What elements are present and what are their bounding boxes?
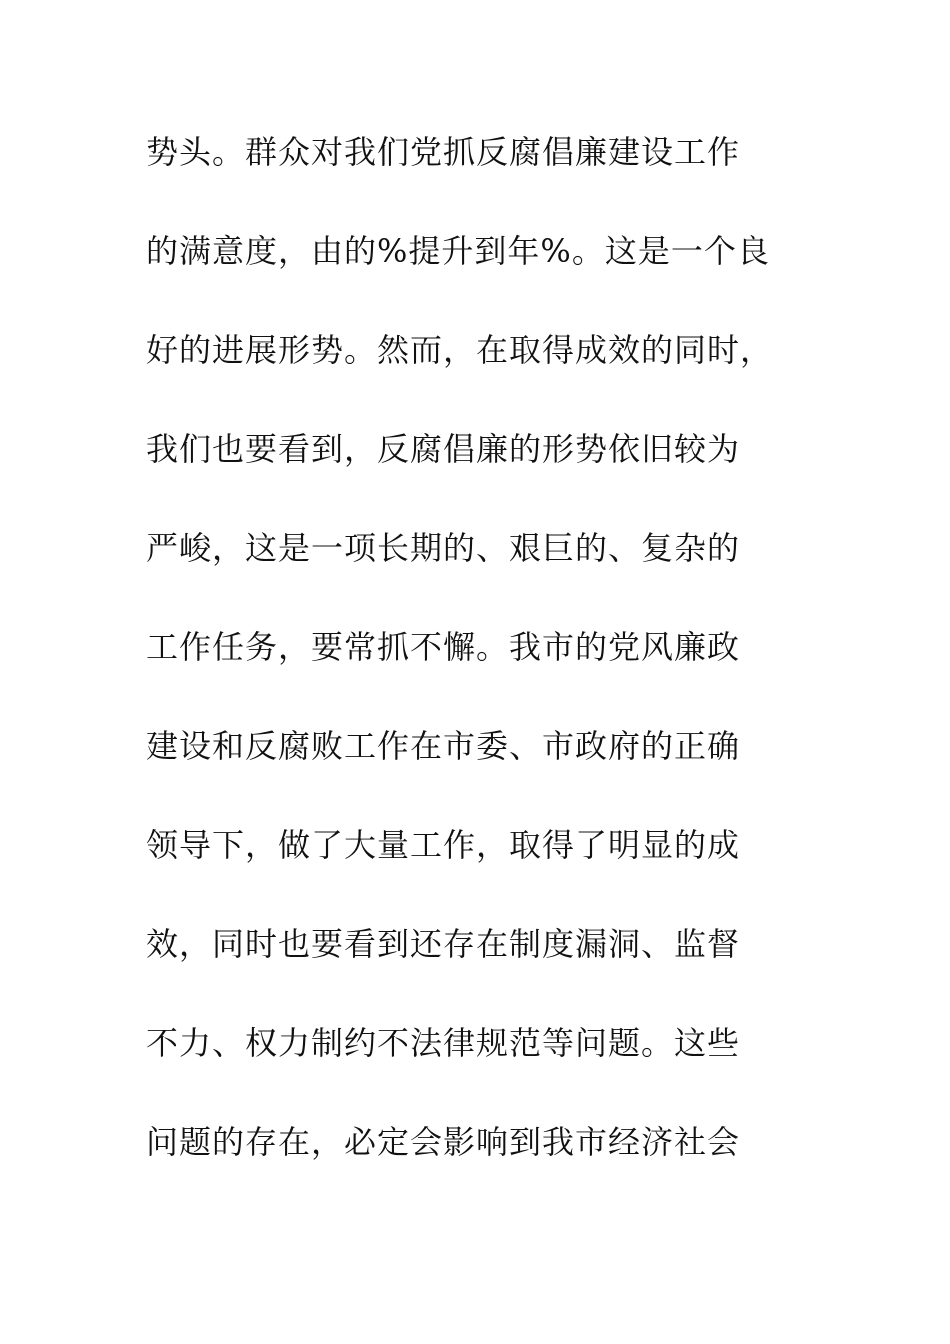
text-line: 效，同时也要看到还存在制度漏洞、监督 xyxy=(146,925,741,963)
text-line: 领导下，做了大量工作，取得了明显的成 xyxy=(146,826,741,864)
text-line: 建设和反腐败工作在市委、市政府的正确 xyxy=(146,727,741,765)
text-line: 的满意度，由的%提升到年%。这是一个良 xyxy=(146,232,770,270)
text-line: 好的进展形势。然而，在取得成效的同时， xyxy=(146,331,774,369)
text-line: 工作任务，要常抓不懈。我市的党风廉政 xyxy=(146,628,741,666)
text-line: 不力、权力制约不法律规范等问题。这些 xyxy=(146,1024,741,1062)
text-line: 势头。群众对我们党抓反腐倡廉建设工作 xyxy=(146,133,741,171)
body-text xyxy=(146,122,826,1211)
text-line: 我们也要看到，反腐倡廉的形势依旧较为 xyxy=(146,430,741,468)
text-line: 严峻，这是一项长期的、艰巨的、复杂的 xyxy=(146,529,741,567)
text-line: 问题的存在，必定会影响到我市经济社会 xyxy=(146,1123,741,1161)
